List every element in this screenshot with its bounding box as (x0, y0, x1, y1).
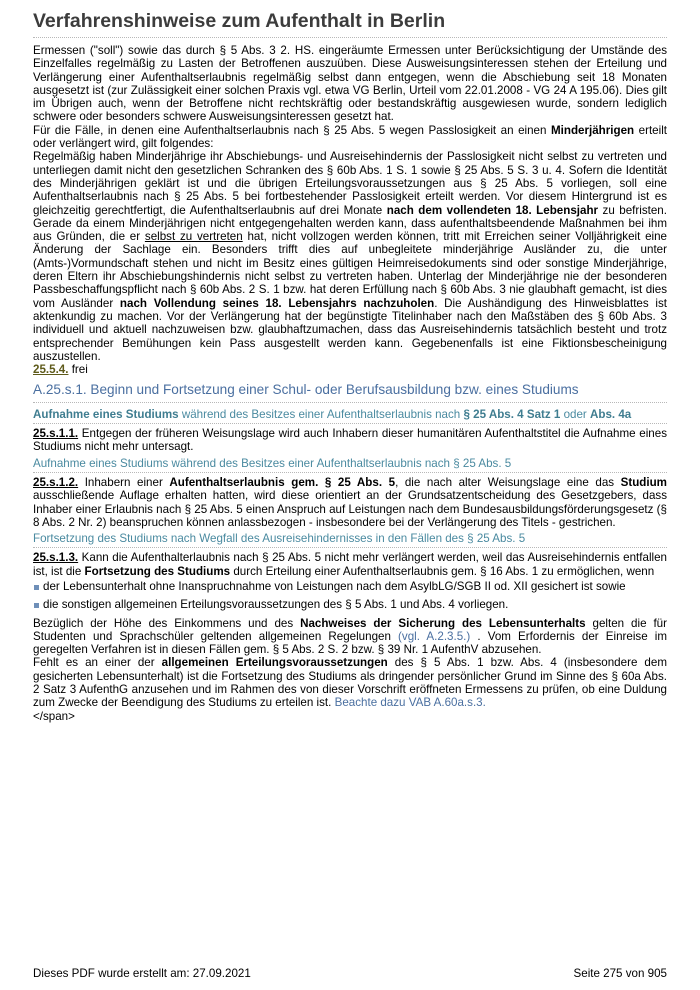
footer-page-number: Seite 275 von 905 (573, 967, 667, 980)
paragraph-lebensunterhalt: Bezüglich der Höhe des Einkommens und des Nachweises der Sicherung des Lebensunterhalts gelten die für Studenten und Sprachschüler geltenden allgemeinen Regelungen (vgl. A.2.3.5.) . Vom Erfordernis der Einreise im geregelten Verfahren ist in diesen Fällen gem. § 5 Abs. 2 S. 2 bzw. § 39 Nr. 1 AufenthV abzusehen. (33, 616, 668, 657)
subheading-fortsetzung: Fortsetzung des Studiums nach Wegfall des Ausreisehindernisses in den Fällen des § 25 Abs. 5 (33, 532, 667, 548)
stray-markup-text: </span> (33, 709, 75, 723)
document-body (33, 44, 667, 723)
paragraph-duldung: Fehlt es an einer der allgemeinen Erteilungsvoraussetzungen des § 5 Abs. 1 bzw. Abs. 4 (insbesondere dem gesicherten Lebensunterhalt) ist die Fortsetzung des Studiums als dringender persönlicher Grund im Sinne des § 60a Abs. 2 Satz 3 AufenthG anzusehen und im Rahmen des von dieser Vorschrift eröffneten Ermessens zu prüfen, ob eine Duldung zum Zwecke der Beendigung des Studiums zu erteilen ist. Beachte dazu VAB A.60a.s.3. (33, 656, 667, 710)
paragraph-ermessen: Ermessen ("soll") sowie das durch § 5 Abs. 3 2. HS. eingeräumte Ermessen unter Berücksichtigung der Umstände des Einzelfalles regelmäßig zu Lasten der Betroffenen auszuüben. Diese Ausweisungsinteressen stehen der Erteilung und Verlängerung einer Aufenthaltserlaubnis regelmäßig selbst dann entgegen, wenn die Abschiebung seit 18 Monaten ausgesetzt ist (zur Zulässigkeit einer solchen Praxis vgl. etwa VG Berlin, Urteil vom 22.01.2008 - VG 24 A 195.06). Dies gilt im Übrigen auch, wenn der Betroffene nicht rechtskräftig oder bestandskräftig ausgewiesen wurde, sondern lediglich schwere oder besonders schwere Ausweisungsinteressen gesetzt hat. (33, 44, 667, 124)
law-link[interactable]: § 25 Abs. 4 Satz 1 (463, 407, 561, 421)
paragraph-frei: 25.5.4. frei (33, 363, 88, 377)
conditions-list (33, 580, 667, 612)
section-number: 25.s.1.1. (33, 427, 79, 441)
cross-reference-link[interactable]: (vgl. A.2.3.5.) (398, 629, 471, 643)
section-number: 25.s.1.3. (33, 551, 79, 565)
section-heading: A.25.s.1. Beginn und Fortsetzung einer Schul- oder Berufsausbildung bzw. eines Studiums (33, 383, 667, 402)
section-number-link[interactable]: 25.5.4. (33, 363, 69, 377)
paragraph-25-s-1-3: 25.s.1.3. Kann die Aufenthalterlaubnis nach § 25 Abs. 5 nicht mehr verlängert werden, weil das Ausreisehindernis entfallen ist, ist die Fortsetzung des Studiums durch Erteilung einer Aufenthaltserlaubnis gem. § 16 Abs. 1 zu ermöglichen, wenn (33, 551, 667, 578)
subheading-studium-25-5: Aufnahme eines Studiums während des Besitzes einer Aufenthaltserlaubnis nach § 25 Abs. 5 (33, 457, 667, 473)
law-link[interactable]: Abs. 4a (590, 407, 632, 421)
section-number: 25.s.1.2. (33, 475, 79, 489)
list-item: die sonstigen allgemeinen Erteilungsvoraussetzungen des § 5 Abs. 1 und Abs. 4 vorliegen. (33, 598, 667, 611)
paragraph-25-s-1-2: 25.s.1.2. Inhabern einer Aufenthaltserlaubnis gem. § 25 Abs. 5, die nach alter Weisungslage eine das Studium ausschließende Auflage erhalten hatten, wird diese orientiert an der Grundsatzentscheidung des Gesetzgebers, dass Inhaber einer Erlaubnis nach § 25 Abs. 5 einen Anspruch auf Leistungen nach dem Bundesausbildungsförderungsgesetz (§ 8 Abs. 2 Nr. 2) beanspruchen können anlassbezogen - insbesondere bei der Verlängerung des Titels - gestrichen. (33, 475, 667, 529)
list-item: der Lebensunterhalt ohne Inanspruchnahme von Leistungen nach dem AsylbLG/SGB II od. XII gesichert ist sowie (33, 580, 667, 593)
page-footer (33, 967, 667, 980)
page-title: Verfahrenshinweise zum Aufenthalt in Berlin (33, 10, 667, 38)
cross-reference-link[interactable]: Beachte dazu VAB A.60a.s.3. (334, 696, 486, 710)
subheading-studium-25-4: Aufnahme eines Studiums während des Besitzes einer Aufenthaltserlaubnis nach § 25 Abs. 4 Satz 1 oder Abs. 4a (33, 408, 667, 424)
footer-created-date: Dieses PDF wurde erstellt am: 27.09.2021 (33, 967, 251, 980)
paragraph-minderjaehrige-intro: Für die Fälle, in denen eine Aufenthaltserlaubnis nach § 25 Abs. 5 wegen Passlosigkeit an einen Minderjährigen erteilt oder verlängert wird, gilt folgendes: (33, 123, 667, 151)
paragraph-25-s-1-1: 25.s.1.1. Entgegen der früheren Weisungslage wird auch Inhabern dieser humanitären Aufenthaltstitel die Aufnahme eines Studiums nicht mehr untersagt. (33, 427, 667, 454)
paragraph-minderjaehrige-details: Regelmäßig haben Minderjährige ihr Abschiebungs- und Ausreisehindernis der Passlosigkeit nicht selbst zu vertreten und unterliegen damit nicht den gesetzlichen Schranken des § 60b Abs. 1 S. 1 sowie § 25 Abs. 5 S. 3 u. 4. Sofern die Identität des Minderjährigen geklärt ist und die übrigen Erteilungsvoraussetzungen aus § 25 Abs. 5 vorliegen, soll eine Aufenthaltserlaubnis nach § 25 Abs. 5 bei fortbestehender Passlosigkeit erteilt werden. Vor diesem Hintergrund ist es gleichzeitig gerechtfertigt, die Aufenthaltserlaubnis auf drei Monate nach dem vollendeten 18. Lebensjahr zu befristen. Gerade da einem Minderjährigen nicht entgegengehalten werden kann, dass aufenthaltsbeendende Maßnahmen bei ihm aus Gründen, die er selbst zu vertreten hat, nicht vollzogen werden können, tritt mit Erreichen seiner Volljährigkeit eine Änderung der Sachlage ein. Besonders trifft dies auf unbegleitete minderjährige Ausländer zu, die unter (Amts-)Vormundschaft stehen und nicht im Besitz eines gültigen Heimreisedokuments sind oder sonstige Minderjährige, deren Eltern ihr Abschiebungshindernis nicht selbst zu vertreten haben. Unterlag der Minderjährige nie der besonderen Passbeschaffungspflicht nach § 60b Abs. 2 S. 1 bzw. hat deren Erfüllung nach § 60b Abs. 3 nie glaubhaft gemacht, ist dies vom Ausländer nach Vollendung seines 18. Lebensjahrs nachzuholen. Die Aushändigung des Hinweisblattes ist aktenkundig zu machen. Vor der Verlängerung hat der begünstigte Titelinhaber nach den Maßstäben des § 60b Abs. 3 individuell und aktuell nachzuweisen bzw. glaubhaftzumachen, dass das Ausreisehindernis tatsächlich besteht und trotz entsprechender Bemühungen kein Pass ausgestellt werden kann. Gegebenenfalls ist eine Fiktionsbescheinigung auszustellen. (33, 150, 668, 363)
page-content (33, 10, 667, 723)
